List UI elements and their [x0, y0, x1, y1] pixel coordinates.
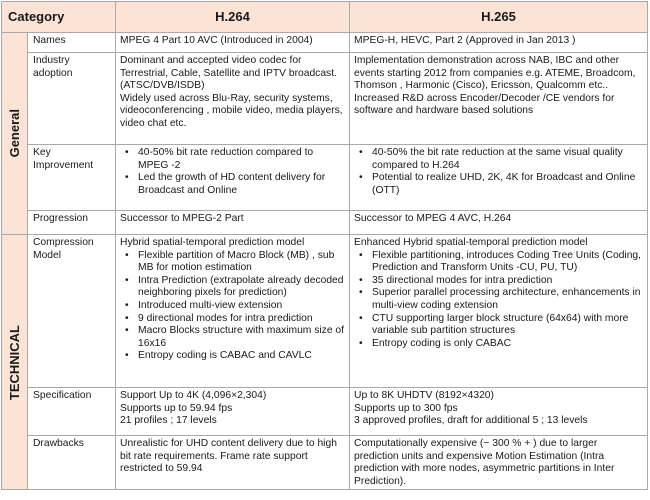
row-industry-category: Industry adoption [28, 53, 116, 145]
group-general-label: General [6, 109, 22, 158]
row-compression-h265 [350, 235, 648, 388]
group-technical-label: TECHNICAL [6, 324, 22, 400]
row-drawbacks-h265: Computationally expensive (~ 300 % + ) due to larger prediction units and expensive Motion Estimation (Intra prediction with more nodes, asymmetric partitions in Inter Prediction). [350, 436, 648, 490]
row-specification [2, 388, 648, 436]
list-item: • Macro Blocks structure with maximum size of 16x16 [120, 325, 345, 350]
row-specification-category: Specification [28, 388, 116, 436]
list-item: • Flexible partition of Macro Block (MB) , sub MB for motion estimation [120, 250, 345, 275]
spec-h264-line: Support Up to 4K (4,096×2,304) [120, 390, 267, 401]
header-h265: H.265 [350, 2, 648, 33]
row-progression-category: Progression [28, 211, 116, 235]
header-category: Category [2, 2, 116, 33]
spec-h265-line: 3 approved profiles, draft for additional 5 ; 13 levels [354, 415, 588, 427]
row-industry-h264 [116, 53, 350, 145]
spec-h265-line: Supports up to 300 fps [354, 402, 458, 414]
industry-h264-line: Dominant and accepted video codec for Terrestrial, Cable, Satellite and IPTV broadcast.(ATSC/DVB/ISDB) [120, 55, 337, 92]
row-key-category: Key Improvement [28, 145, 116, 211]
header-h264: H.264 [116, 2, 350, 33]
codec-comparison-table [1, 1, 648, 490]
comparison-frame [1, 1, 647, 497]
industry-h265-line: Implementation demonstration across NAB, IBC and other events starting 2012 from companies e.g. ATEME, Broadcom, Thomson , Harmonic (Cisco), Ericsson, Qualcomm etc.. [354, 55, 636, 92]
row-compression-category: Compression Model [28, 235, 116, 388]
row-drawbacks-category: Drawbacks [28, 436, 116, 490]
row-compression-h264 [116, 235, 350, 388]
list-item: • Entropy coding is only CABAC [354, 338, 643, 351]
row-drawbacks [2, 436, 648, 490]
row-names [2, 33, 648, 53]
row-specification-h265 [350, 388, 648, 436]
row-key-improvement [2, 145, 648, 211]
row-progression-h265: Successor to MPEG 4 AVC, H.264 [350, 211, 648, 235]
list-item: • Superior parallel processing architecture, enhancements in multi-view coding extension [354, 287, 643, 312]
list-item: • Flexible partitioning, introduces Coding Tree Units (Coding, Prediction and Transform Units -CU, PU, TU) [354, 250, 643, 275]
list-item: • Potential to realize UHD, 2K, 4K for Broadcast and Online (OTT) [354, 172, 643, 197]
row-drawbacks-h264: Unrealistic for UHD content delivery due to high bit rate requirements. Frame rate support restricted to 59.94 [116, 436, 350, 490]
compression-h264-intro: Hybrid spatial-temporal prediction model [120, 237, 305, 248]
row-key-h265 [350, 145, 648, 211]
row-names-category: Names [28, 33, 116, 53]
list-item: • Entropy coding is CABAC and CAVLC [120, 350, 345, 363]
list-item: • Led the growth of HD content delivery for Broadcast and Online [120, 172, 345, 197]
list-item: • 40-50% bit rate reduction compared to MPEG -2 [120, 147, 345, 172]
spec-h264-line: Supports up to 59.94 fps [120, 402, 233, 414]
spec-h265-line: Up to 8K UHDTV (8192×4320) [354, 390, 494, 401]
row-progression-h264: Successor to MPEG-2 Part [116, 211, 350, 235]
compression-h265-intro: Enhanced Hybrid spatial-temporal prediction model [354, 237, 588, 248]
industry-h265-line: Increased R&D across Encoder/Decoder /CE vendors for software and hardware based solutions [354, 92, 615, 117]
group-technical [2, 235, 28, 490]
row-key-h264 [116, 145, 350, 211]
list-item: • CTU supporting larger block structure (64x64) with more variable sub partition structures [354, 313, 643, 338]
row-industry-h265 [350, 53, 648, 145]
list-item: • Introduced multi-view extension [120, 300, 345, 313]
row-industry [2, 53, 648, 145]
list-item: • 35 directional modes for intra prediction [354, 275, 643, 288]
list-item: • 40-50% the bit rate reduction at the same visual quality compared to H.264 [354, 147, 643, 172]
header-row [2, 2, 648, 33]
row-specification-h264 [116, 388, 350, 436]
row-progression [2, 211, 648, 235]
row-compression [2, 235, 648, 388]
list-item: • 9 directional modes for intra prediction [120, 313, 345, 326]
spec-h264-line: 21 profiles ; 17 levels [120, 415, 217, 427]
industry-h264-line: Widely used across Blu-Ray, security systems, videoconferencing , mobile video, media players, video chat etc. [120, 92, 343, 129]
row-names-h264: MPEG 4 Part 10 AVC (Introduced in 2004) [116, 33, 350, 53]
group-general [2, 33, 28, 235]
row-names-h265: MPEG-H, HEVC, Part 2 (Approved in Jan 2013 ) [350, 33, 648, 53]
list-item: • Intra Prediction (extrapolate already decoded neighboring pixels for prediction) [120, 275, 345, 300]
